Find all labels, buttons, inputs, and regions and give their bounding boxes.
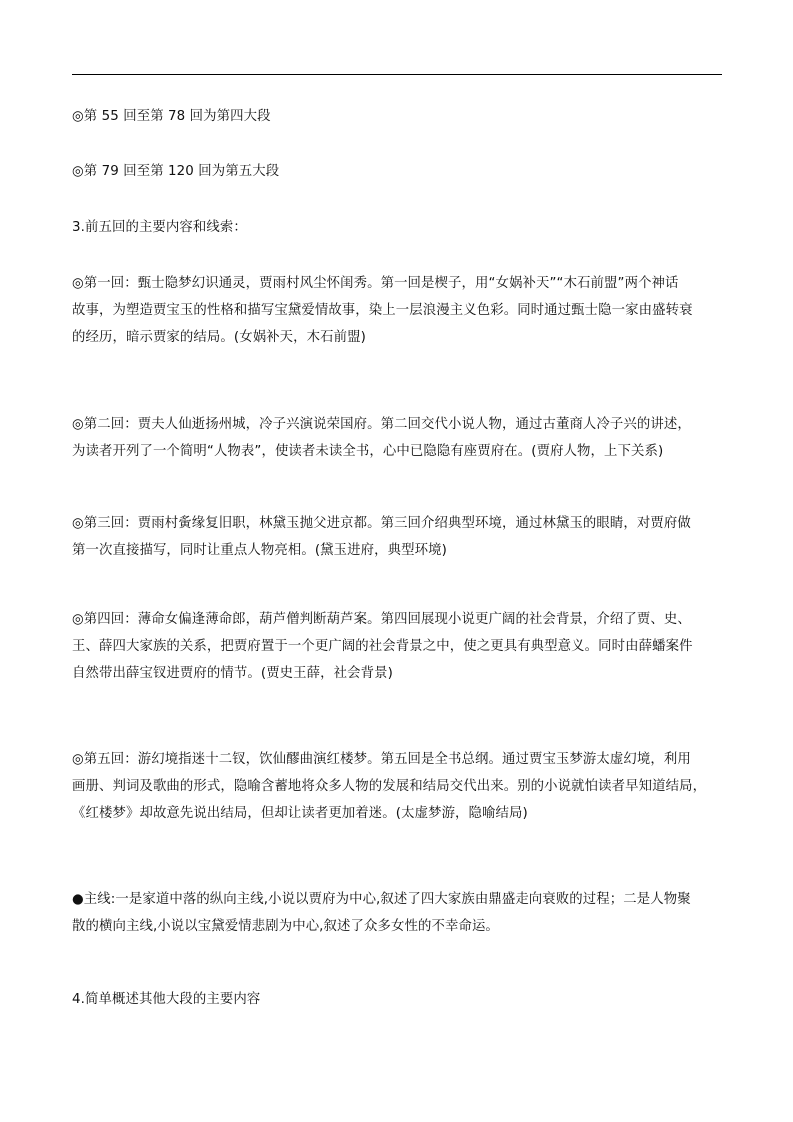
text-line: 为读者开列了一个简明“人物表”，使读者未读全书，心中已隐隐有座贾府在。(贾府人物，上下关系) <box>72 444 664 459</box>
text-line: ◎第 55 回至第 78 回为第四大段 <box>72 109 271 124</box>
text-line: 第一次直接描写，同时让重点人物亮相。(黛玉进府，典型环境) <box>72 543 447 558</box>
text-line: 王、薛四大家族的关系，把贾府置于一个更广阔的社会背景之中，使之更具有典型意义。同时由薛蟠案件 <box>72 639 693 654</box>
text-line: 散的横向主线,小说以宝黛爱情悲剧为中心,叙述了众多女性的不幸命运。 <box>72 919 499 934</box>
text-line: ◎第二回：贾夫人仙逝扬州城，冷子兴演说荣国府。第二回交代小说人物，通过古董商人冷子兴的讲述， <box>72 417 691 432</box>
paragraph-chapter-three <box>72 510 724 564</box>
text-line: 自然带出薛宝钗进贾府的情节。(贾史王薛，社会背景) <box>72 666 393 681</box>
heading-first-five-chapters <box>72 214 724 241</box>
text-line: ◎第三回：贾雨村夤缘复旧职，林黛玉抛父进京都。第三回介绍典型环境，通过林黛玉的眼睛，对贾府做 <box>72 516 691 531</box>
text-line: ●主线:一是家道中落的纵向主线,小说以贾府为中心,叙述了四大家族由鼎盛走向衰败的过程；二是人物聚 <box>72 892 691 907</box>
paragraph-section-four <box>72 103 724 130</box>
text-line: 4.简单概述其他大段的主要内容 <box>72 992 261 1007</box>
header-rule <box>72 74 722 75</box>
paragraph-chapter-four <box>72 606 724 687</box>
text-line: 3.前五回的主要内容和线索： <box>72 220 247 235</box>
paragraph-chapter-one <box>72 270 724 351</box>
paragraph-chapter-two <box>72 411 724 465</box>
paragraph-section-five <box>72 158 724 185</box>
text-line: ◎第五回：游幻境指迷十二钗，饮仙醪曲演红楼梦。第五回是全书总纲。通过贾宝玉梦游太虚幻境，利用 <box>72 752 691 767</box>
text-line: ◎第四回：薄命女偏逢薄命郎，葫芦僧判断葫芦案。第四回展现小说更广阔的社会背景，介绍了贾、史、 <box>72 612 691 627</box>
text-line: 的经历，暗示贾家的结局。(女娲补天，木石前盟) <box>72 330 366 345</box>
paragraph-chapter-five <box>72 746 724 827</box>
paragraph-main-threads <box>72 886 724 940</box>
text-line: ◎第一回：甄士隐梦幻识通灵，贾雨村风尘怀闺秀。第一回是楔子，用“女娲补天”“木石前盟”两个神话 <box>72 276 679 291</box>
text-line: 《红楼梦》却故意先说出结局，但却让读者更加着迷。(太虚梦游，隐喻结局) <box>72 806 528 821</box>
text-line: 故事，为塑造贾宝玉的性格和描写宝黛爱情故事，染上一层浪漫主义色彩。同时通过甄士隐一家由盛转衰 <box>72 303 693 318</box>
text-line: 画册、判词及歌曲的形式，隐喻含蓄地将众多人物的发展和结局交代出来。别的小说就怕读者早知道结局， <box>72 779 707 794</box>
text-line: ◎第 79 回至第 120 回为第五大段 <box>72 164 280 179</box>
heading-other-sections <box>72 986 724 1013</box>
